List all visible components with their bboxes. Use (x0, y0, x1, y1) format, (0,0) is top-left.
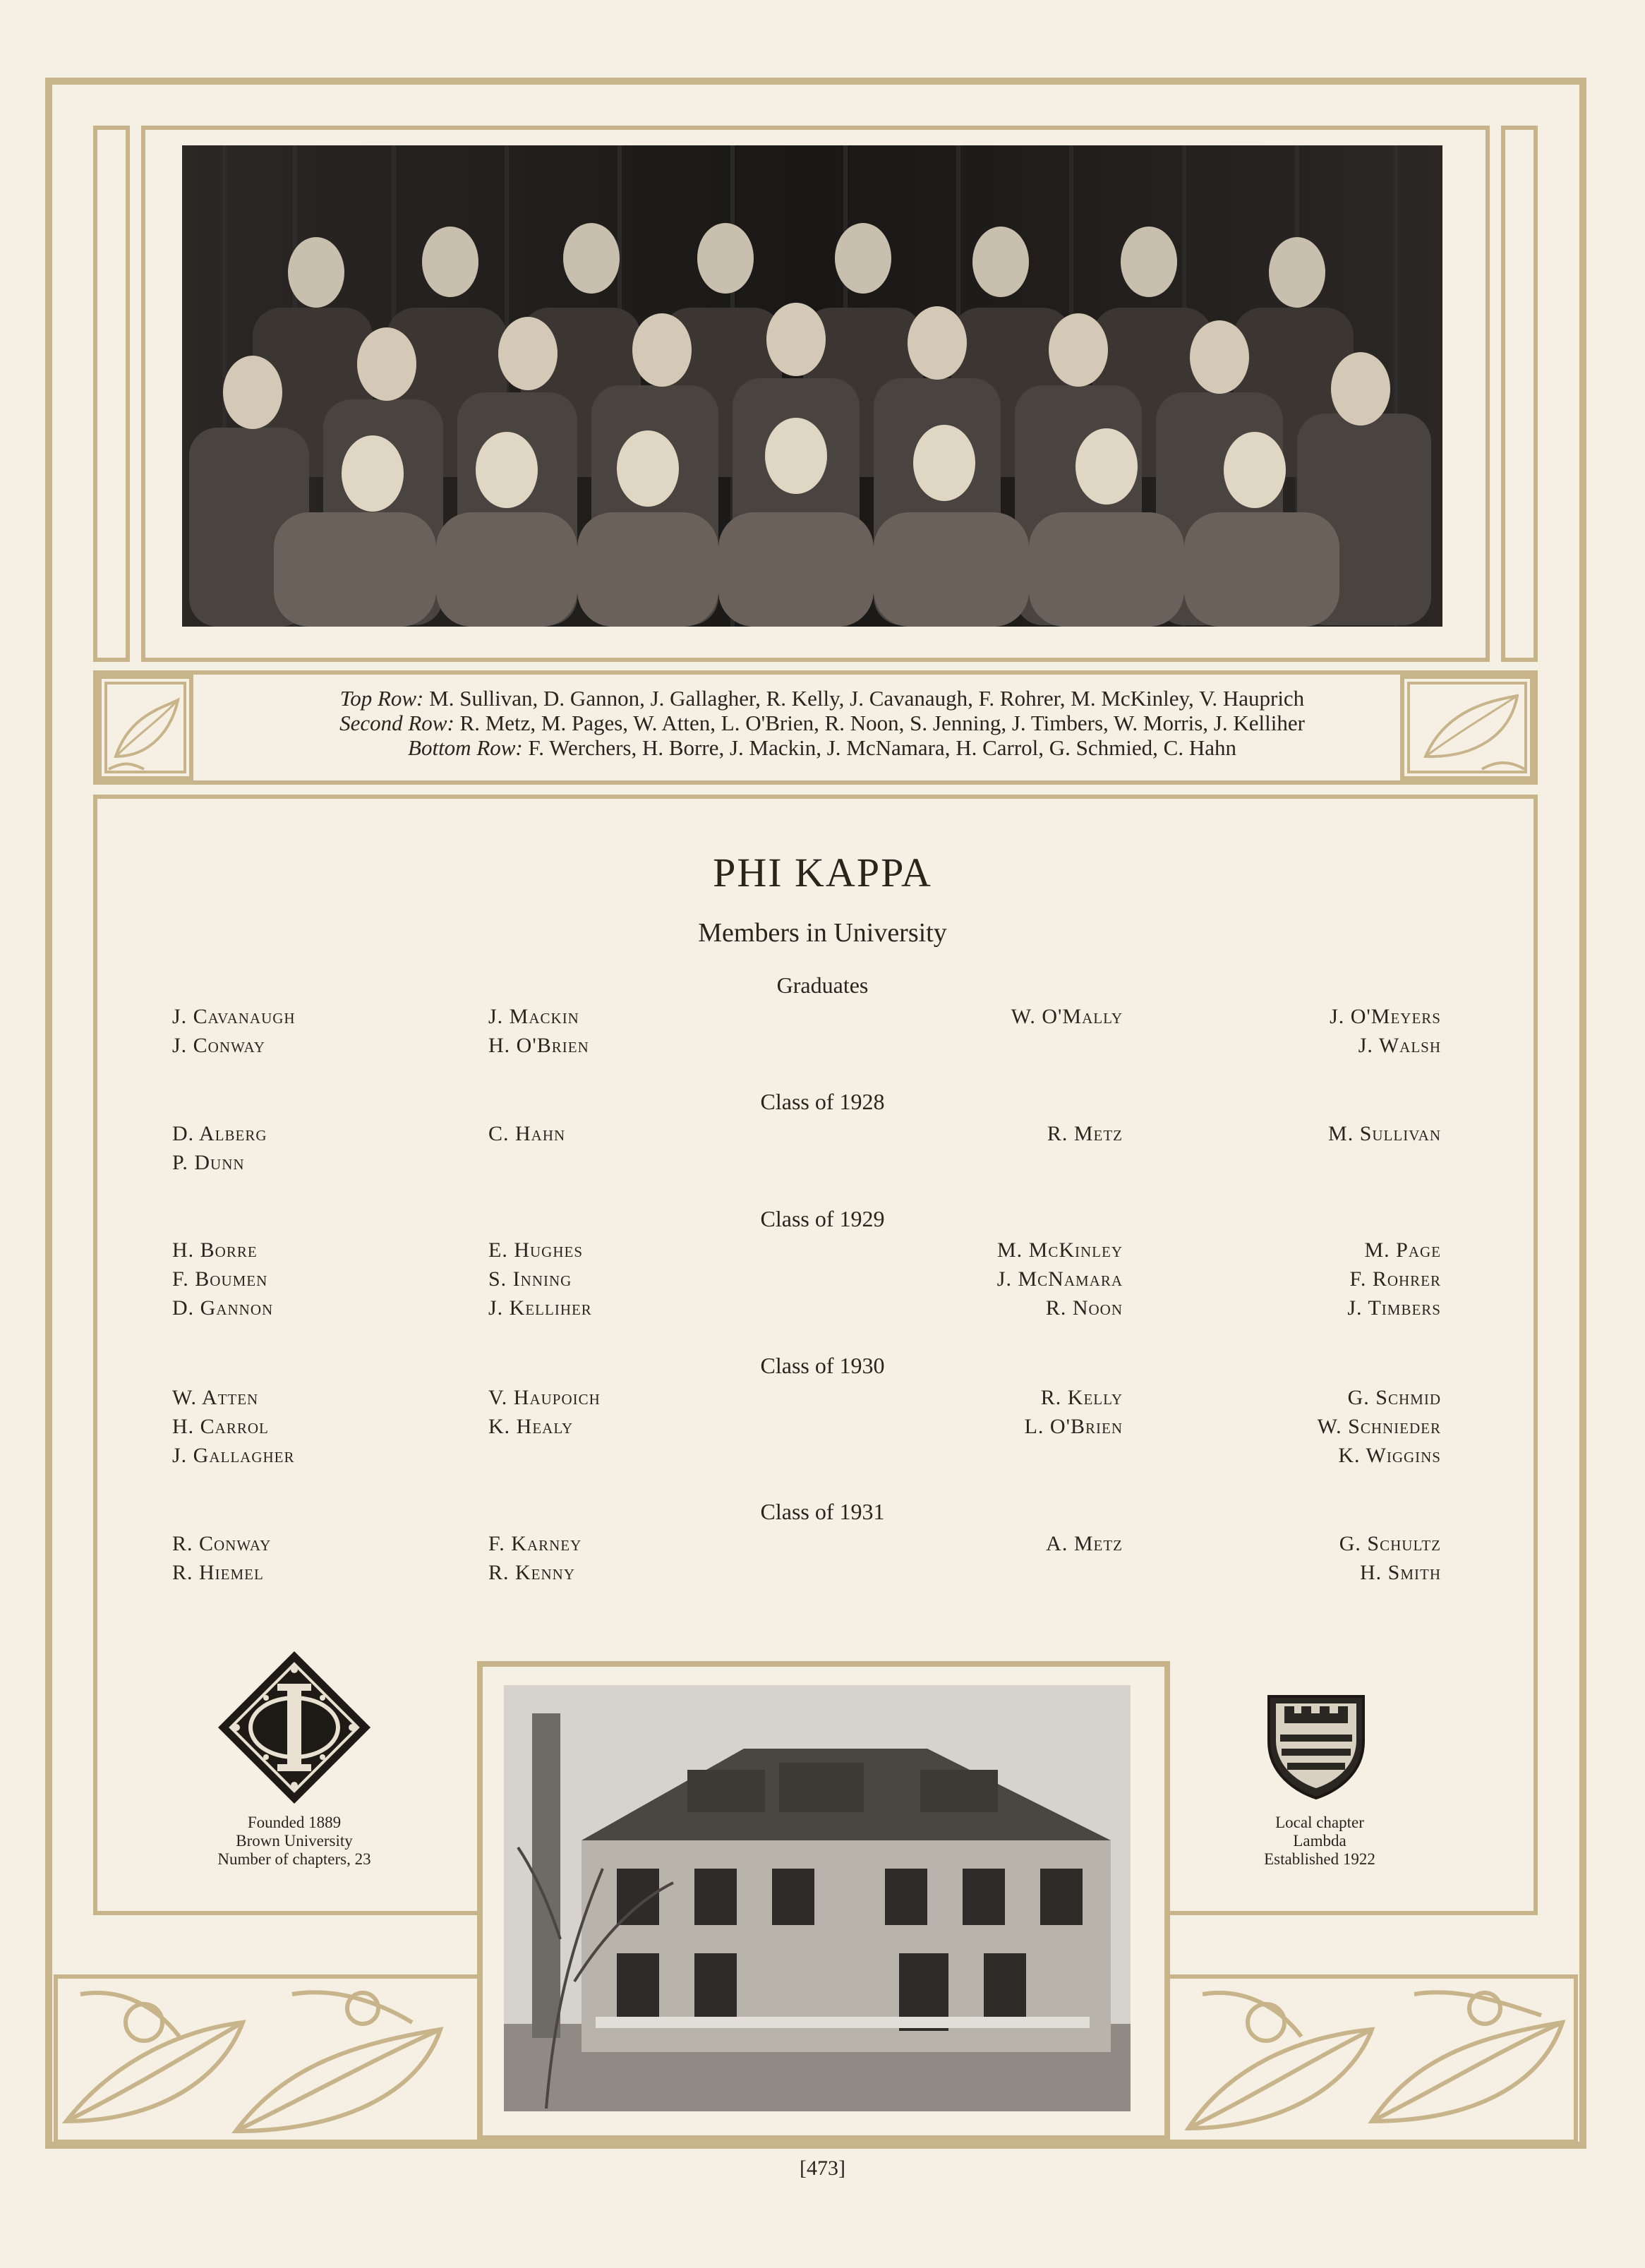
class-1931-col-2: F. Karney R. Kenny (488, 1532, 582, 1584)
caption-second-row: Second Row: R. Metz, M. Pages, W. Atten, L. O'Brien, R. Noon, S. Jenning, J. Timbers, W. Morris, J. Kelliher (339, 711, 1305, 735)
class-1931-col-4: G. Schultz H. Smith (1339, 1532, 1441, 1584)
graduates-col-2: J. Mackin H. O'Brien (488, 1005, 589, 1057)
inner-frame-top-right-bar (1501, 126, 1538, 662)
group-photo (182, 145, 1442, 627)
founding-info: Founded 1889 Brown University Number of chapters, 23 (217, 1814, 371, 1868)
class-1929-col-3: M. McKinley J. McNamara R. Noon (996, 1238, 1123, 1320)
fraternity-badge-icon (215, 1648, 373, 1806)
class-1931-col-3: A. Metz (1046, 1532, 1123, 1555)
page-subtitle: Members in University (698, 918, 947, 948)
leaf-ornament-icon (1174, 1980, 1572, 2138)
class-1928-col-2: C. Hahn (488, 1122, 566, 1145)
leaf-ornament-left (97, 675, 193, 780)
class-1928-col-4: M. Sullivan (1328, 1122, 1441, 1145)
chapter-crest-icon (1263, 1692, 1369, 1801)
caption-top-row: Top Row: M. Sullivan, D. Gannon, J. Gallagher, R. Kelly, J. Cavanaugh, F. Rohrer, M. McKinley, V. Hauprich (339, 686, 1305, 711)
graduates-col-3: W. O'Mally (1011, 1005, 1123, 1028)
graduates-col-4: J. O'Meyers J. Walsh (1330, 1005, 1441, 1057)
class-1930-col-1: W. Atten H. Carrol J. Gallagher (172, 1386, 295, 1467)
section-heading-graduates: Graduates (776, 972, 869, 998)
class-1930-col-4: G. Schmid W. Schnieder K. Wiggins (1317, 1386, 1441, 1467)
class-1929-col-2: E. Hughes S. Inning J. Kelliher (488, 1238, 592, 1320)
section-heading-class-1929: Class of 1929 (760, 1206, 885, 1231)
section-heading-class-1928: Class of 1928 (760, 1089, 885, 1114)
chapter-house-photo (504, 1685, 1131, 2111)
leaf-ornament-icon (102, 679, 189, 776)
graduates-col-1: J. Cavanaugh J. Conway (172, 1005, 296, 1057)
class-1928-col-1: D. Alberg P. Dunn (172, 1122, 267, 1174)
chapter-info: Local chapter Lambda Established 1922 (1264, 1814, 1375, 1868)
section-heading-class-1930: Class of 1930 (760, 1353, 885, 1378)
class-1930-col-3: R. Kelly L. O'Brien (1024, 1386, 1123, 1438)
class-1928-col-3: R. Metz (1047, 1122, 1123, 1145)
inner-frame-top-left-bar (93, 126, 130, 662)
caption-bottom-row: Bottom Row: F. Werchers, H. Borre, J. Mackin, J. McNamara, H. Carrol, G. Schmied, C. Hahn (408, 735, 1236, 760)
page-title: PHI KAPPA (713, 850, 932, 895)
page-number: [473] (800, 2157, 845, 2180)
section-heading-class-1931: Class of 1931 (760, 1499, 885, 1524)
photo-caption (205, 686, 1440, 760)
class-1929-col-1: H. Borre F. Boumen D. Gannon (172, 1238, 274, 1320)
class-1930-col-2: V. Haupoich K. Healy (488, 1386, 601, 1438)
class-1931-col-1: R. Conway R. Hiemel (172, 1532, 272, 1584)
leaf-ornament-icon (59, 1980, 474, 2138)
class-1929-col-4: M. Page F. Rohrer J. Timbers (1347, 1238, 1441, 1320)
